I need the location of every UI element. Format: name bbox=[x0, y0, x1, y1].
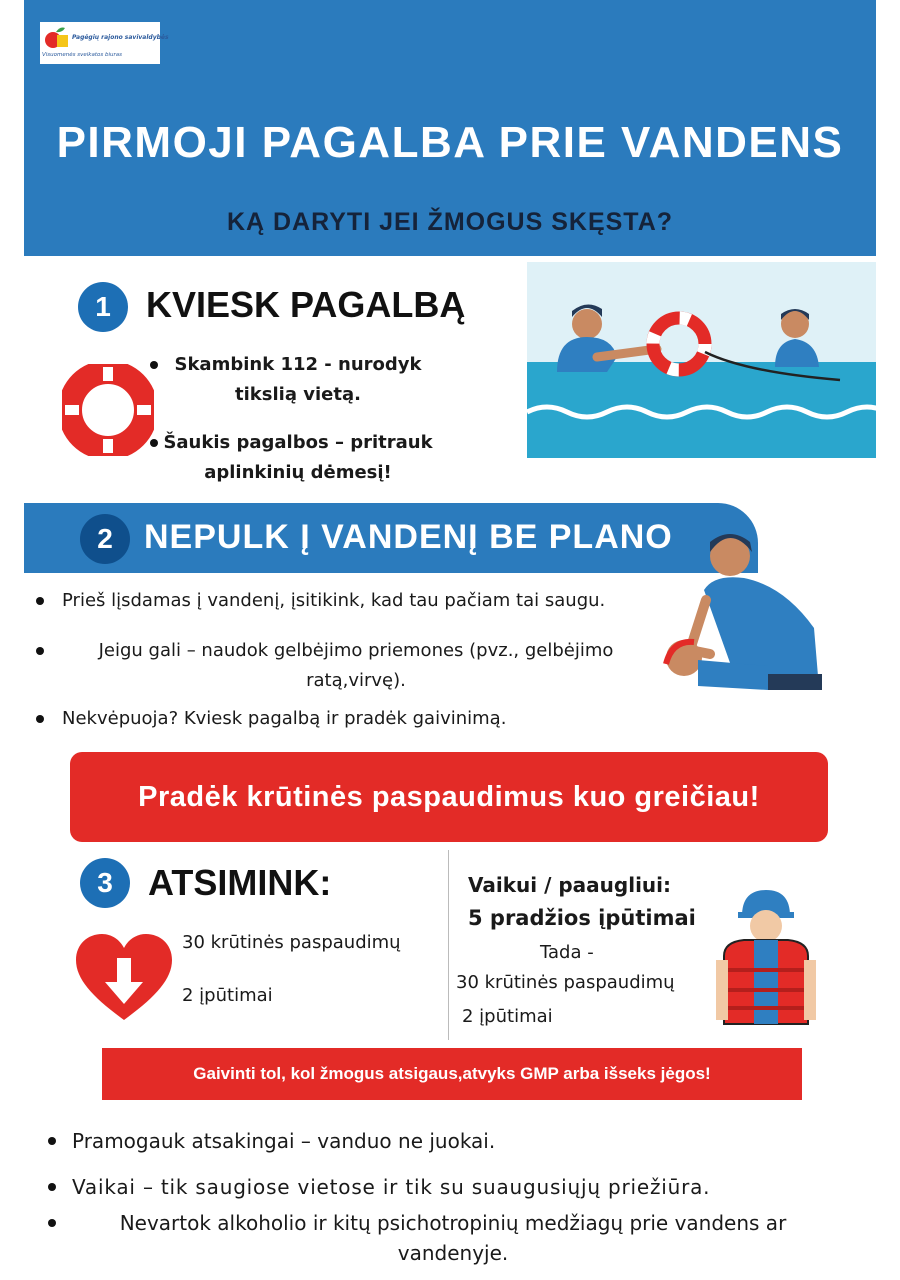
bullet-line: ratą,virvę). bbox=[306, 670, 406, 691]
logo-line-1: Pagėgių rajono savivaldybės bbox=[72, 34, 169, 41]
bullet-line: Nekvėpuoja? Kviesk pagalbą ir pradėk gaivinimą. bbox=[62, 708, 507, 729]
bullet-line: Skambink 112 - nurodyk bbox=[174, 354, 422, 375]
section-1-title: KVIESK PAGALBĄ bbox=[146, 284, 466, 325]
adult-compressions: 30 krūtinės paspaudimų bbox=[182, 932, 401, 953]
footer-bullet bbox=[48, 1172, 710, 1202]
bullet-dot bbox=[36, 597, 44, 605]
column-divider bbox=[448, 850, 449, 1040]
bullet-dot bbox=[36, 715, 44, 723]
bullet-dot bbox=[150, 439, 158, 447]
logo-line-2: Visuomenės sveikatos biuras bbox=[42, 52, 122, 58]
step-2-number: 2 bbox=[80, 514, 130, 564]
child-compressions: 30 krūtinės paspaudimų bbox=[456, 972, 675, 993]
cpr-illustration bbox=[656, 530, 826, 692]
section-2-title: NEPULK Į VANDENĮ BE PLANO bbox=[144, 518, 673, 556]
bullet-dot bbox=[48, 1137, 56, 1145]
bullet-dot bbox=[150, 361, 158, 369]
continue-cpr-banner: Gaivinti tol, kol žmogus atsigaus,atvyks GMP arba išseks jėgos! bbox=[102, 1048, 802, 1100]
bullet-line: Prieš lįsdamas į vandenį, įsitikink, kad tau pačiam tai saugu. bbox=[62, 590, 606, 611]
section-1-bullet bbox=[148, 428, 448, 488]
bullet-dot bbox=[36, 647, 44, 655]
lifebuoy-icon bbox=[62, 364, 154, 456]
child-initial-breaths: 5 pradžios įpūtimai bbox=[468, 906, 696, 930]
footer-bullet bbox=[48, 1126, 495, 1156]
rescue-illustration bbox=[527, 262, 876, 458]
step-1-number: 1 bbox=[78, 282, 128, 332]
bullet-dot bbox=[48, 1183, 56, 1191]
child-heading: Vaikui / paaugliui: bbox=[468, 873, 672, 897]
footer-bullet bbox=[48, 1208, 858, 1268]
heart-arrow-icon bbox=[74, 932, 174, 1022]
bullet-line: Pramogauk atsakingai – vanduo ne juokai. bbox=[72, 1129, 496, 1153]
apple-logo-icon bbox=[43, 25, 73, 53]
bullet-line: Jeigu gali – naudok gelbėjimo priemones (pvz., gelbėjimo bbox=[98, 640, 614, 661]
bullet-line: tikslią vietą. bbox=[235, 384, 361, 405]
cpr-banner: Pradėk krūtinės paspaudimus kuo greičiau! bbox=[70, 752, 828, 842]
section-2-bullet bbox=[36, 586, 605, 616]
section-2-bullet bbox=[36, 704, 506, 734]
logo bbox=[40, 22, 169, 64]
child-then: Tada - bbox=[540, 942, 594, 963]
bullet-line: vandenyje. bbox=[397, 1241, 509, 1265]
section-2-bullet bbox=[36, 636, 676, 696]
bullet-line: Šaukis pagalbos – pritrauk bbox=[163, 432, 433, 453]
bullet-line: Vaikai – tik saugiose vietose ir tik su suaugusiųjų priežiūra. bbox=[72, 1175, 711, 1199]
lifeguard-illustration bbox=[714, 886, 818, 1026]
page-subtitle: KĄ DARYTI JEI ŽMOGUS SKĘSTA? bbox=[226, 208, 674, 236]
adult-breaths: 2 įpūtimai bbox=[182, 985, 273, 1006]
child-breaths: 2 įpūtimai bbox=[462, 1006, 553, 1027]
section-1-bullet bbox=[148, 350, 448, 410]
bullet-line: aplinkinių dėmesį! bbox=[204, 462, 392, 483]
page-title: PIRMOJI PAGALBA PRIE VANDENS bbox=[56, 118, 844, 167]
bullet-dot bbox=[48, 1219, 56, 1227]
step-3-number: 3 bbox=[80, 858, 130, 908]
section-3-title: ATSIMINK: bbox=[148, 862, 332, 903]
bullet-line: Nevartok alkoholio ir kitų psichotropinių medžiagų prie vandens ar bbox=[119, 1211, 787, 1235]
